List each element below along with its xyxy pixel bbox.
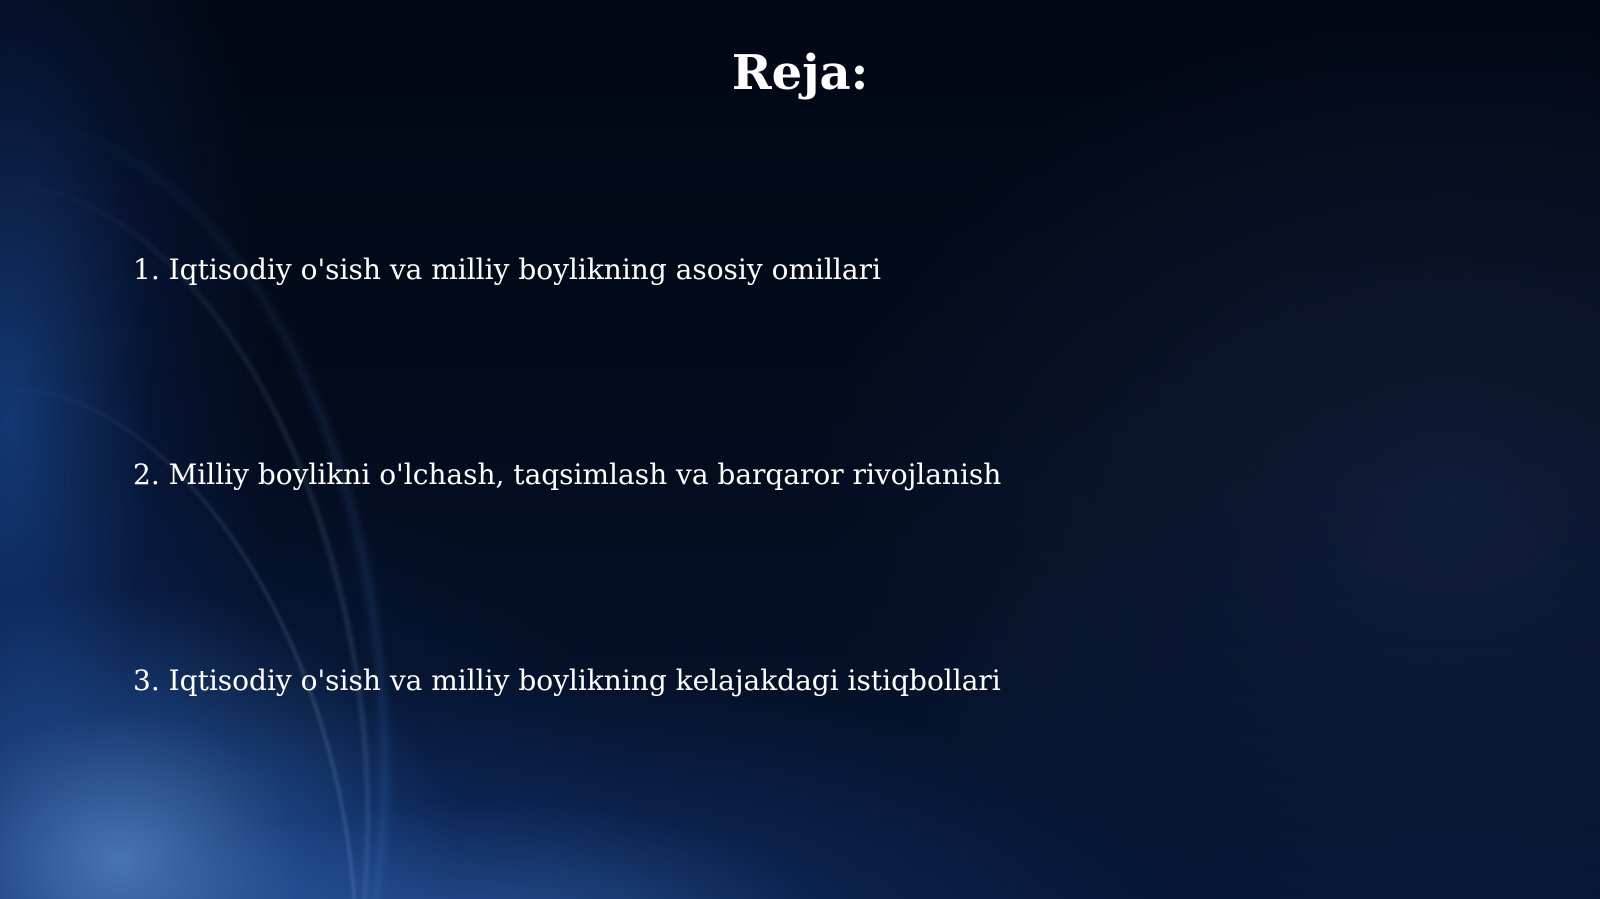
- plan-item-2: 2. Milliy boylikni o'lchash, taqsimlash va barqaror rivojlanish: [133, 458, 1002, 491]
- background-light-streak: [0, 330, 443, 899]
- slide-title: Reja:: [731, 45, 869, 101]
- background-light-streak: [0, 97, 427, 899]
- plan-item-3: 3. Iqtisodiy o'sish va milliy boylikning kelajakdagi istiqbollari: [133, 664, 1001, 697]
- plan-item-1: 1. Iqtisodiy o'sish va milliy boylikning asosiy omillari: [133, 253, 881, 286]
